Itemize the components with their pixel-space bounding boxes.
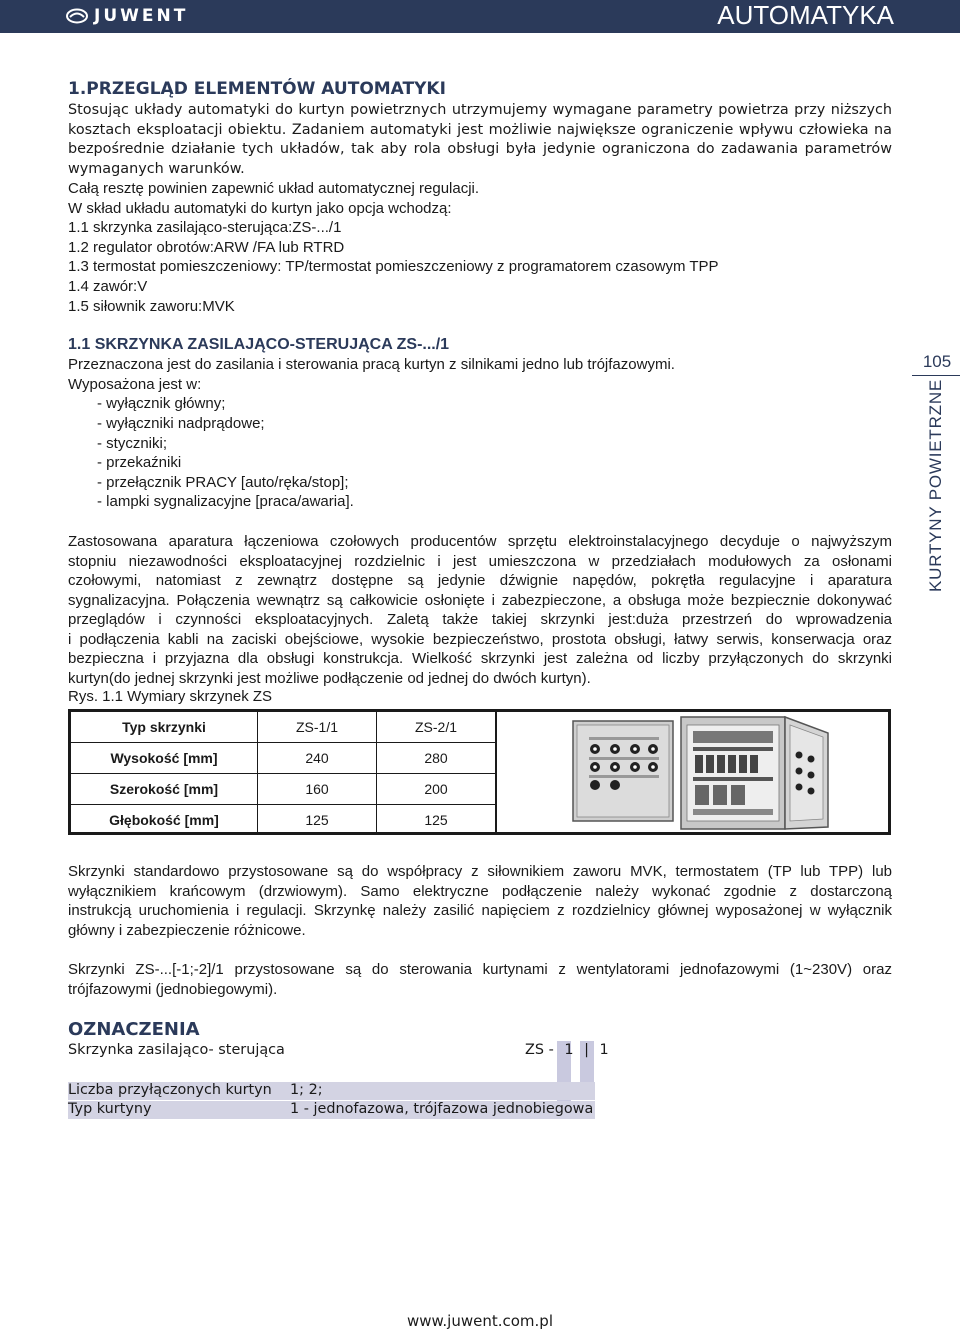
row-label: Szerokość [mm] (71, 774, 258, 805)
page-title: AUTOMATYKA (717, 0, 894, 30)
text-line: trójfazowymi (jednobiegowymi). (68, 980, 278, 998)
subsection-heading: 1.1 SKRZYNKA ZASILAJĄCO-STERUJĄCA ZS-.../1 (68, 336, 450, 354)
compatibility-paragraph (68, 862, 892, 940)
code-digit-1: 1 (564, 1042, 574, 1058)
text-line: Skrzynki ZS-...[-1;-2]/1 przystosowane są do sterowania kurtynami z wentylatorami jednofazowymi (1~230V) oraz (68, 961, 892, 978)
control-paragraph (68, 960, 892, 999)
main-content (68, 78, 892, 689)
text-line: Skrzynki standardowo przystosowane są do współpracy z siłownikiem zaworu MVK, termostatem (TP lub TPP) lub (68, 863, 892, 880)
sidebar-divider (912, 375, 960, 376)
text-line: Stosując układy automatyki do kurtyn powietrznych utrzymujemy wymagane parametry powietrza przy niższych (68, 102, 892, 118)
equipment-item: - wyłączniki nadprądowe; (97, 414, 265, 432)
cell-zs2: 200 (377, 774, 497, 805)
cell-zs2: ZS-2/1 (377, 712, 497, 743)
text-line: przeglądów i czynności eksploatacyjnych. Zaletą także takiej skrzynki jest:duża przestrzeń do wprowadzenia (68, 611, 892, 629)
text-line: kosztach eksploatacji obiektu. Zadaniem automatyki jest możliwie największe ograniczenie wpływu człowieka na (68, 121, 892, 138)
text-line: i podłączenia kabli na zaciski obejściowe, wysokie bezpieczeństwo, prostota obsługi, łatwy serwis, konserwacja oraz (68, 630, 892, 648)
page-number: 105 (922, 352, 952, 371)
text-line: instrukcją uruchomienia i regulacji. Skrzynkę należy zasilić napięciem z rozdzielnicy głównej wyposażonej w wyłącznik (68, 902, 892, 920)
brand-name: JUWENT (94, 6, 189, 26)
text-line: Zastosowana aparatura łączeniowa czołowych producentów sprzętu elektroinstalacyjnego decyduje o najwyższym (68, 532, 892, 550)
equipment-item: - przekaźniki (97, 454, 182, 472)
table-row (71, 774, 496, 805)
text-line: wymaganych warunków. (68, 160, 245, 177)
designations-heading: OZNACZENIA (68, 1019, 200, 1040)
cell-zs1: 125 (258, 805, 377, 836)
text-line: Wyposażona jest w: (68, 375, 202, 393)
table-row (71, 743, 496, 774)
text-line: czołowymi, natomiast z zewnątrz dostępne są jedynie dźwignie napędów, pokrętła regulacyjne i aparatura (68, 572, 892, 590)
list-item: 1.4 zawór:V (68, 277, 148, 295)
text-line: Przeznaczona jest do zasilania i sterowania pracą kurtyn z silnikami jedno lub trójfazowymi. (68, 356, 675, 374)
dimensions-table (71, 712, 497, 835)
equipment-item: - styczniki; (97, 434, 168, 452)
list-item: 1.5 siłownik zaworu:MVK (68, 297, 235, 315)
table-row (71, 805, 496, 836)
text-line: Całą resztę powinien zapewnić układ automatycznej regulacji. (68, 180, 480, 197)
text-line: sygnalizacyjna. Połączenia wewnątrz są całkowicie osłonięte i zabezpieczone, a obsługa może bezpiecznie dokonywać (68, 591, 892, 609)
section-heading: 1.PRZEGLĄD ELEMENTÓW AUTOMATYKI (68, 79, 446, 99)
designation-key: Liczba przyłączonych kurtyn (68, 1082, 272, 1098)
text-line: bezpośrednie działanie tych układów, tak aby rola obsługi była jedynie ograniczona do zadawania parametrów (68, 141, 892, 157)
designation-name: Skrzynka zasilająco- sterująca (68, 1042, 285, 1058)
open-cabinet-image (681, 717, 828, 829)
closed-cabinet-image (573, 721, 673, 821)
dimensions-figure (68, 709, 891, 835)
page-header (0, 0, 960, 33)
cell-zs2: 125 (377, 805, 497, 836)
description-paragraph (68, 532, 892, 689)
cell-zs1: 160 (258, 774, 377, 805)
row-label: Głębokość [mm] (71, 805, 258, 836)
row-label: Wysokość [mm] (71, 743, 258, 774)
designation-value: 1; 2; (290, 1082, 323, 1098)
components-list (68, 179, 892, 316)
cell-zs1: 240 (258, 743, 377, 774)
list-item: 1.2 regulator obrotów:ARW /FA lub RTRD (68, 238, 345, 256)
text-line: bezpieczna i przyjazna dla obsługi konstrukcja. Wielkość skrzynki jest zależna od liczby przyłączonych do skrzynki (68, 650, 892, 668)
text-line: stopniu niezawodności eksploatacyjnej rozdzielnic i jest umieszczona w przedziałach modułowych za osłonami (68, 552, 892, 570)
list-intro: W skład układu automatyki do kurtyn jako opcja wchodzą: (68, 199, 452, 217)
figure-caption: Rys. 1.1 Wymiary skrzynek ZS (68, 688, 273, 705)
text-line: główny i zabezpieczenie różnicowe. (68, 921, 306, 939)
section-label-vertical: KURTYNY POWIETRZNE (926, 378, 945, 592)
footer-url: www.juwent.com.pl (406, 1312, 553, 1330)
equipment-item: - wyłącznik główny; (97, 395, 226, 413)
subsection-intro (68, 355, 892, 512)
code-separator: | (584, 1042, 589, 1058)
list-item: 1.1 skrzynka zasilająco-sterująca:ZS-.../1 (68, 219, 342, 237)
cell-zs2: 280 (377, 743, 497, 774)
text-line: kurtyn(do jednej skrzynki jest możliwe podłączenie od jednej do dwóch kurtyn). (68, 670, 591, 688)
text-line: wyłącznikiem krańcowym (drzwiowym). Samo elektryczne podłączenie należy wykonać zgodnie z dostarczoną (68, 882, 892, 900)
equipment-item: - lampki sygnalizacyjne [praca/awaria]. (97, 493, 354, 511)
control-box-photo (503, 715, 888, 832)
designation-code (525, 1042, 609, 1058)
intro-paragraph (68, 101, 892, 179)
designation-key: Typ kurtyny (68, 1101, 152, 1117)
cell-zs1: ZS-1/1 (258, 712, 377, 743)
designation-value: 1 - jednofazowa, trójfazowa jednobiegowa (290, 1101, 594, 1117)
list-item: 1.3 termostat pomieszczeniowy: TP/termostat pomieszczeniowy z programatorem czasowym TPP (68, 258, 719, 276)
brand-logo (66, 4, 188, 28)
table-row (71, 712, 496, 743)
row-label: Typ skrzynki (71, 712, 258, 743)
code-prefix: ZS - (525, 1042, 554, 1058)
equipment-item: - przełącznik PRACY [auto/ręka/stop]; (97, 473, 349, 491)
code-digit-2: 1 (599, 1042, 609, 1058)
juwent-logo-icon (66, 8, 88, 24)
